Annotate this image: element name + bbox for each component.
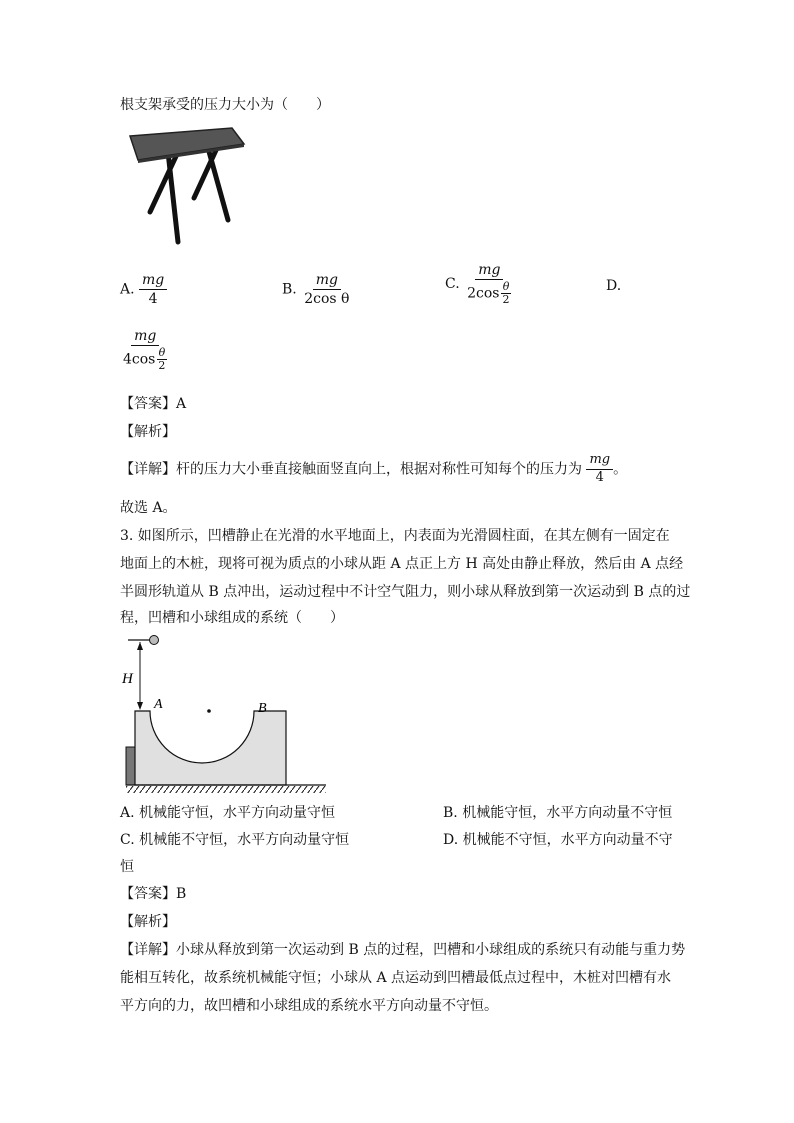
- q3-detail-line3: 平方向的力，故凹槽和小球组成的系统水平方向动量不守恒。: [120, 998, 498, 1014]
- q3-stem-line1: 3. 如图所示，凹槽静止在光滑的水平地面上，内表面为光滑圆柱面，在其左侧有一固定在: [120, 528, 670, 544]
- option-a: A. $\frac{mg}{4}$: [120, 272, 167, 307]
- option-d-label: D.: [606, 278, 622, 294]
- option-b-fraction: $\frac{mg}{\text{2cos θ}}$: [304, 272, 350, 308]
- groove-block: [135, 711, 286, 785]
- q3-option-b: B. 机械能守恒，水平方向动量不守恒: [443, 805, 673, 821]
- q3-option-a: A. 机械能守恒，水平方向动量守恒: [120, 805, 336, 821]
- option-d-fraction: mg 4cos $\frac{\theta}{2}$: [123, 328, 166, 373]
- wooden-stake: [126, 747, 135, 785]
- q3-option-d: D. 机械能不守恒，水平方向动量不守: [443, 832, 673, 848]
- groove-diagram: [112, 630, 332, 798]
- arrow-down: [137, 702, 143, 710]
- ground-hatch: [126, 786, 326, 793]
- arrow-up: [137, 642, 143, 650]
- q3-detail-line2: 能相互转化，故系统机械能守恒；小球从 A 点运动到凹槽最低点过程中，木桩对凹槽有水: [120, 970, 672, 986]
- q3-option-d-wrap: 恒: [120, 859, 134, 875]
- ball: [150, 636, 159, 645]
- q3-detail-line1: 【详解】小球从释放到第一次运动到 B 点的过程，凹槽和小球组成的系统只有动能与重力势: [120, 942, 686, 958]
- q2-conclusion: 故选 A。: [120, 500, 177, 516]
- q3-analysis: 【解析】: [120, 914, 176, 930]
- label-b: B: [258, 701, 267, 716]
- q2-detail: 【详解】杆的压力大小垂直接触面竖直向上，根据对称性可知每个的压力为 $\frac{mg}{4}$ 。: [120, 452, 628, 485]
- label-h: H: [122, 671, 133, 687]
- option-c-fraction: mg 2cos $\frac{\theta}{2}$: [467, 262, 510, 307]
- q3-answer: 【答案】B: [120, 886, 187, 902]
- q2-analysis: 【解析】: [120, 424, 176, 440]
- q3-stem-line2: 地面上的木桩，现将可视为质点的小球从距 A 点正上方 H 高处由静止释放，然后由 A 点经: [120, 556, 684, 572]
- option-a-fraction: $\frac{mg}{4}$: [139, 272, 167, 307]
- label-a: A: [154, 697, 163, 712]
- center-dot: [207, 709, 211, 713]
- q3-stem-line3: 半圆形轨道从 B 点冲出，运动过程中不计空气阻力，则小球从释放到第一次运动到 B 点的过: [120, 584, 691, 600]
- folding-table-image: [120, 122, 255, 250]
- option-b: B. $\frac{mg}{\text{2cos θ}}$: [282, 272, 352, 307]
- q2-answer: 【答案】A: [120, 396, 187, 412]
- option-c: C. mg 2cos $\frac{\theta}{2}$: [445, 262, 515, 306]
- q2-intro: 根支架承受的压力大小为（ ）: [120, 97, 330, 113]
- q3-stem-line4: 程，凹槽和小球组成的系统（ ）: [120, 610, 344, 626]
- q3-option-c: C. 机械能不守恒，水平方向动量守恒: [120, 832, 350, 848]
